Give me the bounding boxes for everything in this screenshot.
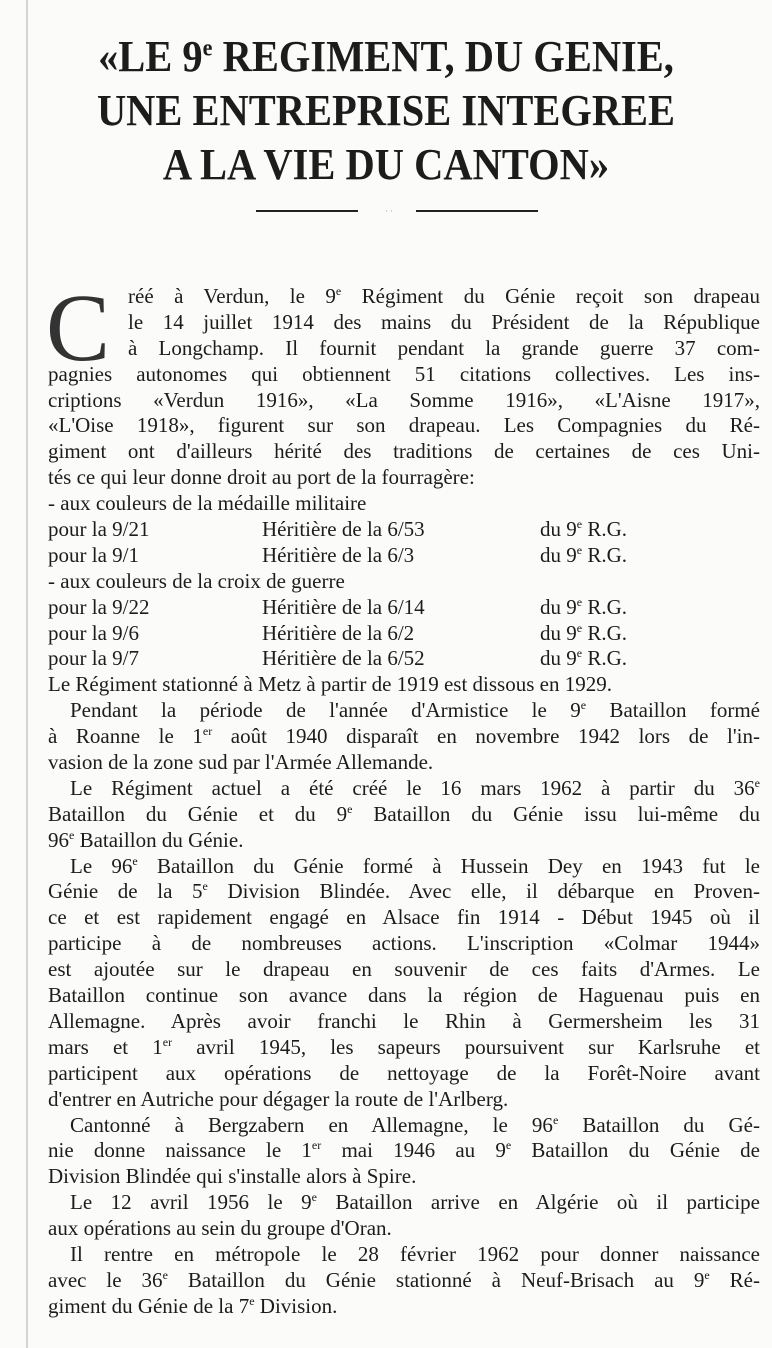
paragraph-line: Le Régiment stationné à Metz à partir de 1919 est dissous en 1929. (48, 672, 612, 697)
paragraph-line: aux opérations au sein du groupe d'Oran. (48, 1216, 392, 1241)
unit-cell: pour la 9/22 (48, 594, 150, 619)
paragraph-line: Le 96e Bataillon du Génie formé à Hussein Dey en 1943 fut le (70, 853, 761, 878)
heir-cell: Héritière de la 6/52 (262, 646, 425, 671)
headline-line-1: «LE 9e REGIMENT, DU GENIE, (98, 32, 674, 81)
regiment-cell: du 9e R.G. (540, 594, 628, 619)
heir-cell: Héritière de la 6/3 (262, 542, 415, 567)
paragraph-line: Génie de la 5e Division Blindée. Avec elle, il débarque en Proven- (48, 879, 760, 904)
paragraph-line: Pendant la période de l'année d'Armistice le 9e Bataillon formé (70, 698, 760, 723)
intro-line: le 14 juillet 1914 des mains du Président de la République (128, 309, 760, 334)
paragraph-line: vasion de la zone sud par l'Armée Allemande. (48, 750, 434, 775)
divider-rule-left (256, 210, 358, 212)
intro-line: pagnies autonomes qui obtiennent 51 citations collectives. Les ins- (48, 361, 760, 386)
paragraph-line: 96e Bataillon du Génie. (48, 827, 244, 852)
heir-cell: Héritière de la 6/14 (262, 594, 425, 619)
paragraph-line: participe à de nombreuses actions. L'inscription «Colmar 1944» (48, 931, 760, 956)
paragraph-line: nie donne naissance le 1er mai 1946 au 9e Bataillon du Génie de (48, 1138, 760, 1163)
unit-cell: pour la 9/21 (48, 517, 150, 542)
cross-row (48, 646, 760, 672)
unit-cell: pour la 9/1 (48, 542, 139, 567)
paragraph-line: Le 12 avril 1956 le 9e Bataillon arrive en Algérie où il participe (70, 1190, 760, 1215)
paragraph-line: Le Régiment actuel a été créé le 16 mars 1962 à partir du 36e (70, 775, 760, 800)
intro-line: giment ont d'ailleurs hérité des traditions de certaines de ces Uni- (48, 439, 760, 464)
regiment-cell: du 9e R.G. (540, 646, 628, 671)
paragraph-line: mars et 1er avril 1945, les sapeurs poursuivent sur Karlsruhe et (48, 1034, 760, 1059)
medal-row (48, 517, 760, 543)
paragraph-line: giment du Génie de la 7e Division. (48, 1293, 338, 1318)
cross-row (48, 595, 760, 621)
regiment-cell: du 9e R.G. (540, 517, 628, 542)
unit-cell: pour la 9/6 (48, 620, 139, 645)
regiment-cell: du 9e R.G. (540, 620, 628, 645)
paragraph-line: ce et est rapidement engagé en Alsace fin 1914 - Début 1945 où il (48, 905, 760, 930)
intro-line: à Longchamp. Il fournit pendant la grande guerre 37 com- (128, 335, 760, 360)
paragraph-line: participent aux opérations de nettoyage de la Forêt-Noire avant (48, 1060, 760, 1085)
divider-rule-right (416, 210, 538, 212)
scan-edge (26, 0, 28, 1348)
paragraph-line: avec le 36e Bataillon du Génie stationné à Neuf-Brisach au 9e Ré- (48, 1267, 760, 1292)
headline (31, 30, 741, 192)
paragraph-line: Bataillon du Génie et du 9e Bataillon du Génie issu lui-même du (48, 801, 760, 826)
divider-ornament-icon: · · (384, 206, 394, 216)
paragraph-line: Division Blindée qui s'installe alors à Spire. (48, 1164, 417, 1189)
headline-divider (256, 206, 538, 216)
unit-cell: pour la 9/7 (48, 646, 139, 671)
heir-cell: Héritière de la 6/2 (262, 620, 415, 645)
paragraph-line: est ajoutée sur le drapeau en souvenir de ces faits d'Armes. Le (48, 957, 760, 982)
headline-line-3: A LA VIE DU CANTON» (162, 140, 610, 189)
paragraph-line: d'entrer en Autriche pour dégager la route de l'Arlberg. (48, 1086, 509, 1111)
article-body (48, 284, 760, 1320)
intro-line: criptions «Verdun 1916», «La Somme 1916», «L'Aisne 1917», (48, 387, 760, 412)
paragraph-line: Il rentre en métropole le 28 février 1962 pour donner naissance (70, 1241, 760, 1266)
paragraph-line: Allemagne. Après avoir franchi le Rhin à Germersheim les 31 (48, 1008, 760, 1033)
headline-line-2: UNE ENTREPRISE INTEGREE (96, 86, 676, 135)
intro-line: réé à Verdun, le 9e Régiment du Génie reçoit son drapeau (128, 284, 760, 308)
medal-heading: - aux couleurs de la médaille militaire (48, 491, 367, 516)
heir-cell: Héritière de la 6/53 (262, 517, 425, 542)
drop-cap: C (46, 274, 111, 381)
medal-row (48, 543, 760, 569)
cross-heading: - aux couleurs de la croix de guerre (48, 568, 345, 593)
intro-line: «L'Oise 1918», figurent sur son drapeau. Les Compagnies du Ré- (48, 413, 760, 438)
paragraph-line: à Roanne le 1er août 1940 disparaît en novembre 1942 lors de l'in- (48, 724, 761, 749)
paragraph-line: Cantonné à Bergzabern en Allemagne, le 96e Bataillon du Gé- (70, 1112, 760, 1137)
paragraph-line: Bataillon continue son avance dans la région de Haguenau puis en (48, 983, 760, 1008)
regiment-cell: du 9e R.G. (540, 542, 628, 567)
cross-row (48, 621, 760, 647)
intro-line: tés ce qui leur donne droit au port de la fourragère: (48, 465, 475, 490)
